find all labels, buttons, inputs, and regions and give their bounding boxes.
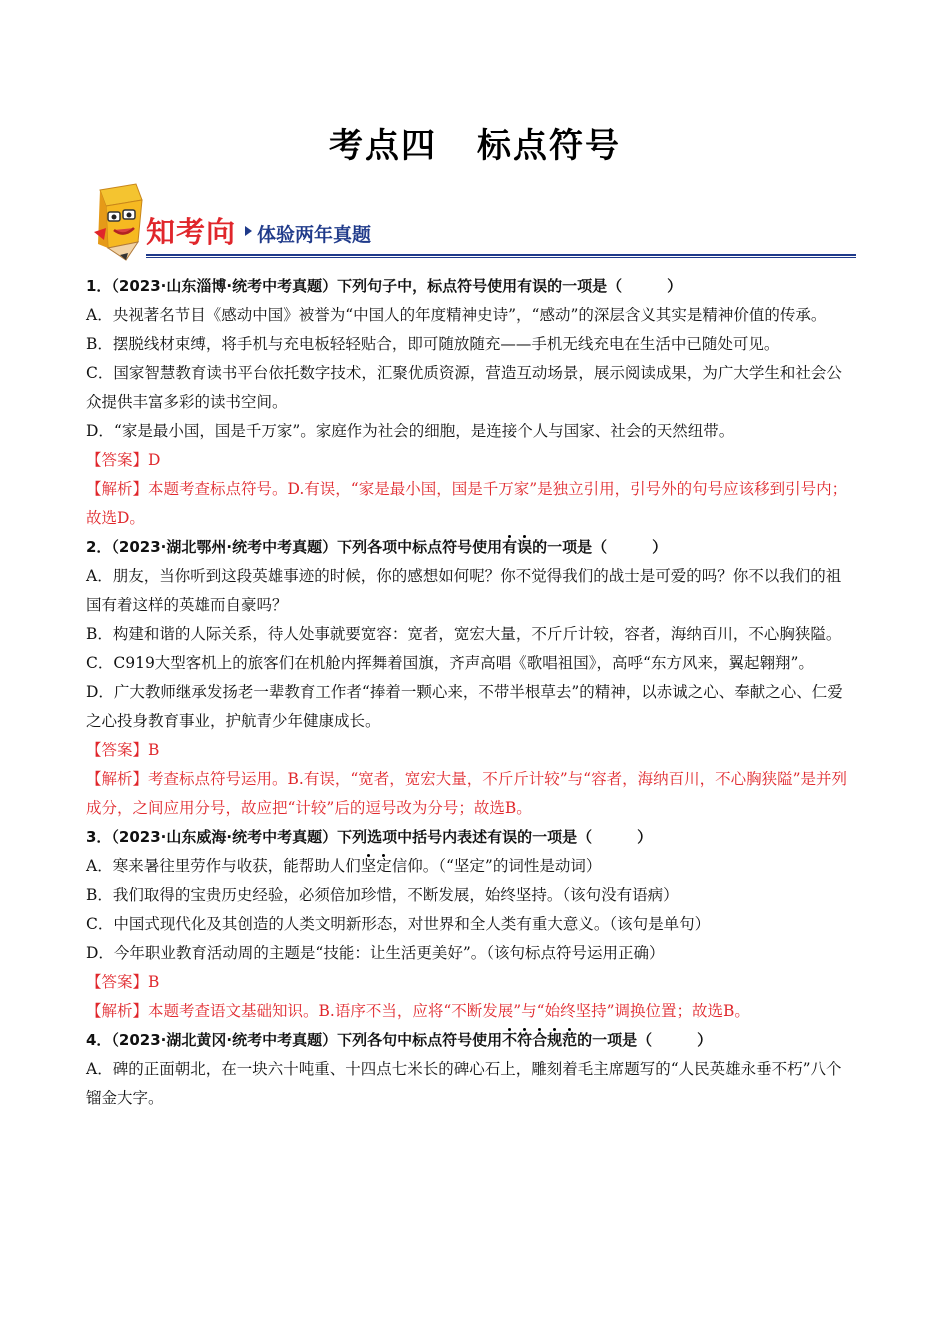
question-stem: 3．（2023·山东威海·统考中考真题）下列选项中括号内表述有误的一项是（ ） (86, 828, 653, 846)
option-d: D．今年职业教育活动周的主题是“技能：让生活更美好”。（该句标点符号运用正确） (86, 944, 665, 962)
emphasis-char: 合 (532, 1031, 548, 1049)
stem-text: 2．（2023·湖北鄂州·统考中考真题）下列各项中标点符号使用 (86, 538, 503, 556)
answer: 【答案】B (86, 973, 160, 991)
emphasis-char: 误 (517, 538, 533, 556)
page-title (0, 118, 950, 167)
option-b: B．摆脱线材束缚，将手机与充电板轻轻贴合，即可随放随充——手机无线充电在生活中已随处可见。 (86, 335, 780, 353)
emphasis-char: 规 (547, 1031, 563, 1049)
analysis: 【解析】考查标点符号运用。B.有误，“宽者，宽宏大量，不斤斤计较”与“容者，海纳百川，不心胸狭隘”是并列成分，之间应用分号，故应把“计较”后的逗号改为分号；故选B。 (86, 770, 848, 817)
question-stem: 1．（2023·山东淄博·统考中考真题）下列句子中，标点符号使用有误的一项是（ ） (86, 277, 683, 295)
emphasis-char: 定 (376, 857, 392, 875)
banner-main-label: 知考向 (146, 215, 237, 249)
answer: 【答案】B (86, 741, 160, 759)
section-banner (86, 182, 856, 262)
emphasis-char: 有 (502, 538, 518, 556)
question-list (86, 272, 856, 1113)
option-b: B．我们取得的宝贵历史经验，必须倍加珍惜，不断发展，始终坚持。（该句没有语病） (86, 886, 679, 904)
option-text: 信仰。（“坚定”的词性是动词） (391, 857, 602, 875)
emphasis-char: 不 (502, 1031, 518, 1049)
option-c: C．C919大型客机上的旅客们在机舱内挥舞着国旗，齐声高唱《歌唱祖国》，高呼“东方风来，翼起翱翔”。 (86, 654, 814, 672)
question-stem (86, 533, 856, 562)
option-d: D．广大教师继承发扬老一辈教育工作者“捧着一颗心来，不带半根草去”的精神，以赤诚之心、奉献之心、仁爱之心投身教育事业，护航青少年健康成长。 (86, 683, 843, 730)
emphasis-char: 符 (517, 1031, 533, 1049)
analysis: 【解析】本题考查标点符号。D.有误，“家是最小国，国是千万家”是独立引用，引号外的句号应该移到引号内；故选D。 (86, 480, 848, 527)
answer: 【答案】D (86, 451, 161, 469)
question-4 (86, 1026, 856, 1113)
question-2 (86, 533, 856, 823)
option-a: A．央视著名节目《感动中国》被誉为“中国人的年度精神史诗”，“感动”的深层含义其实是精神价值的传承。 (86, 306, 827, 324)
banner-divider (146, 254, 856, 256)
question-1 (86, 272, 856, 533)
option-c: C．国家智慧教育读书平台依托数字技术，汇聚优质资源，营造互动场景，展示阅读成果，为广大学生和社会公众提供丰富多彩的读书空间。 (86, 364, 842, 411)
page-title-part2: 标点符号 (477, 126, 621, 166)
stem-text: 4．（2023·湖北黄冈·统考中考真题）下列各句中标点符号使用 (86, 1031, 503, 1049)
emphasis-char: 范 (562, 1031, 578, 1049)
stem-text: 的一项是（ ） (577, 1031, 713, 1049)
emphasis-char: 坚 (360, 857, 377, 875)
option-d: D．“家是最小国，国是千万家”。家庭作为社会的细胞，是连接个人与国家、社会的天然纽带。 (86, 422, 735, 440)
option-a: A．碑的正面朝北，在一块六十吨重、十四点七米长的碑心石上，雕刻着毛主席题写的“人民英雄永垂不朽”八个镏金大字。 (86, 1060, 842, 1107)
option-a: A．朋友，当你听到这段英雄事迹的时候，你的感想如何呢？你不觉得我们的战士是可爱的吗？你不以我们的祖国有着这样的英雄而自豪吗？ (86, 567, 842, 614)
pencil-mascot-icon (86, 182, 150, 262)
banner-sub-label: 体验两年真题 (257, 224, 372, 246)
option-b: B．构建和谐的人际关系，待人处事就要宽容：宽者，宽宏大量，不斤斤计较，容者，海纳百川，不心胸狭隘。 (86, 625, 842, 643)
banner-divider-thin (146, 257, 856, 258)
question-stem (86, 1026, 856, 1055)
page-title-part1: 考点四 (329, 126, 437, 166)
option-a (86, 852, 856, 881)
analysis: 【解析】本题考查语文基础知识。B.语序不当，应将“不断发展”与“始终坚持”调换位置；故选B。 (86, 1002, 750, 1020)
triangle-right-icon (245, 226, 252, 236)
option-text: A．寒来暑往里劳作与收获，能帮助人们 (86, 857, 361, 875)
stem-text: 的一项是（ ） (532, 538, 668, 556)
question-3 (86, 823, 856, 1026)
option-c: C．中国式现代化及其创造的人类文明新形态，对世界和全人类有重大意义。（该句是单句） (86, 915, 711, 933)
